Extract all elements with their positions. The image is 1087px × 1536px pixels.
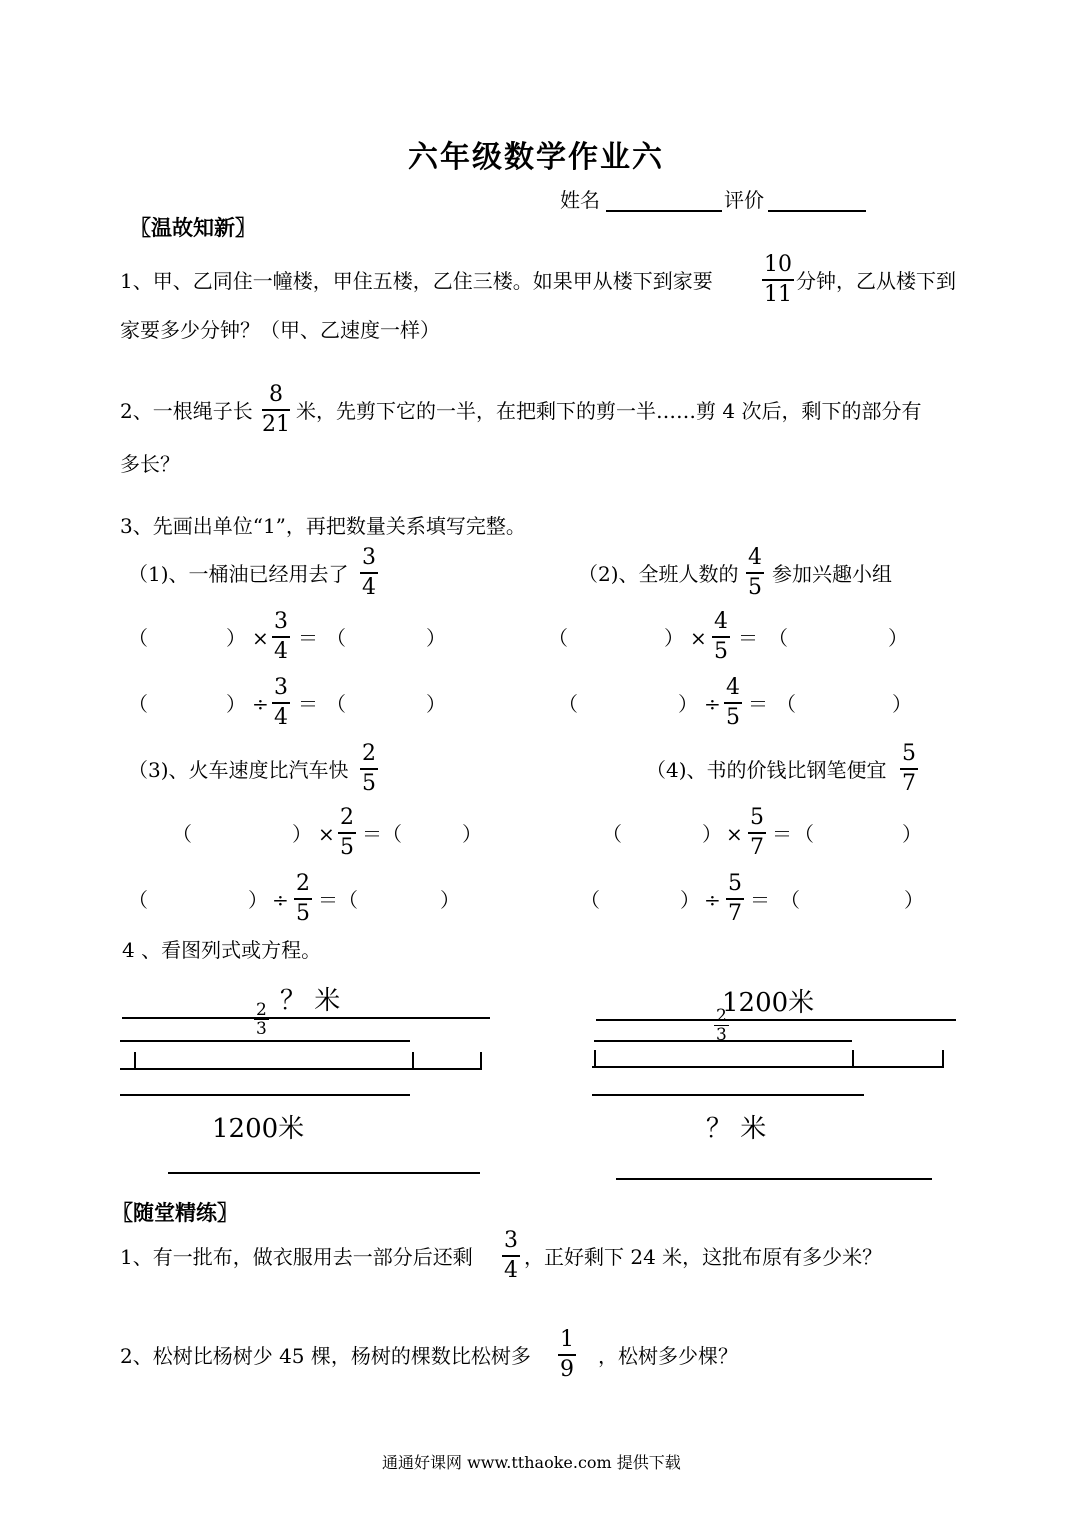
paren-close: ）	[888, 626, 908, 650]
fraction-bar	[746, 572, 764, 574]
equals-sign: ＝	[738, 626, 758, 650]
fraction-bar	[272, 702, 290, 704]
numerator: 4	[748, 545, 762, 570]
divide-sign: ÷	[252, 692, 269, 716]
q2-denominator: 21	[262, 412, 290, 437]
paren-close: ）	[678, 692, 698, 716]
q2-text-b: 米，先剪下它的一半，在把剩下的剪一半……剪 4 次后，剩下的部分有	[296, 399, 922, 423]
denominator: 5	[748, 575, 762, 600]
paren-open: （	[128, 692, 148, 716]
left-diagram-fraction	[254, 1002, 269, 1037]
name-label: 姓名	[560, 188, 600, 212]
equals-sign: ＝	[772, 822, 792, 846]
denominator: 5	[296, 901, 310, 926]
denominator: 4	[504, 1258, 518, 1283]
numerator: 3	[274, 675, 288, 700]
left-diagram-tick	[480, 1052, 482, 1068]
practice1-text-a: 1、有一批布，做衣服用去一部分后还剩	[120, 1245, 473, 1269]
numerator: 4	[714, 609, 728, 634]
paren-close: ）	[664, 626, 684, 650]
q3-r2-right-fraction	[724, 676, 742, 730]
q1-fraction	[762, 253, 794, 307]
denominator: 7	[750, 835, 764, 860]
numerator: 5	[902, 741, 916, 766]
left-diagram-brace-line	[120, 1040, 410, 1042]
fraction-bar	[558, 1354, 576, 1356]
numerator: 2	[362, 741, 376, 766]
practice1-text-b: ，正好剩下 24 米，这批布原有多少米？	[524, 1245, 883, 1269]
fraction-bar	[726, 898, 744, 900]
q3-r4-right-fraction	[726, 872, 744, 926]
paren-open: （	[558, 692, 578, 716]
practice2-fraction	[558, 1328, 576, 1382]
fraction-bar	[900, 768, 918, 770]
paren-open: （	[172, 822, 192, 846]
denominator: 5	[340, 835, 354, 860]
q3-r3-left-fraction	[338, 806, 356, 860]
fraction-bar	[762, 279, 794, 281]
paren-open: （	[780, 888, 800, 912]
paren-open: （	[128, 626, 148, 650]
q1-text-c: 家要多少分钟？（甲、乙速度一样）	[120, 318, 440, 342]
q1-numerator: 10	[764, 252, 792, 277]
paren-open: （	[382, 822, 402, 846]
paren-close: ）	[440, 888, 460, 912]
paren-close: ）	[902, 822, 922, 846]
paren-close: ）	[892, 692, 912, 716]
denominator: 4	[274, 639, 288, 664]
eval-label: 评价	[724, 188, 764, 212]
numerator: 3	[362, 545, 376, 570]
paren-open: （	[794, 822, 814, 846]
right-diagram-tick	[942, 1050, 944, 1066]
equals-sign: ＝	[750, 888, 770, 912]
q3-r4-left-fraction	[294, 872, 312, 926]
right-diagram-segment	[592, 1066, 944, 1068]
numerator: 2	[296, 871, 310, 896]
numerator: 5	[750, 805, 764, 830]
denominator: 5	[714, 639, 728, 664]
eval-blank[interactable]	[768, 210, 866, 212]
q3-p3-label: （3)、火车速度比汽车快	[128, 758, 349, 782]
q2-numerator: 8	[269, 382, 283, 407]
times-sign: ×	[318, 822, 335, 846]
right-diagram-bottom-brace	[592, 1094, 864, 1096]
paren-close: ）	[226, 692, 246, 716]
right-diagram-fraction	[714, 1008, 729, 1043]
q3-intro: 3、先画出单位“1”，再把数量关系填写完整。	[120, 514, 526, 538]
fraction-bar	[360, 768, 378, 770]
q2-text-c: 多长？	[120, 452, 180, 476]
left-diagram-top-label: ？ 米	[280, 986, 341, 1016]
footer-credit: 通通好课网 www.tthaoke.com 提供下载	[382, 1453, 681, 1472]
paren-close: ）	[462, 822, 482, 846]
left-diagram-top-line	[122, 1017, 490, 1019]
denominator: 7	[902, 771, 916, 796]
numerator: 3	[504, 1228, 518, 1253]
q3-p2-tail: 参加兴趣小组	[772, 562, 892, 586]
paren-open: （	[602, 822, 622, 846]
q3-p1-label: （1)、一桶油已经用去了	[128, 562, 349, 586]
equals-sign: ＝	[298, 692, 318, 716]
paren-close: ）	[248, 888, 268, 912]
q2-text-a: 2、一根绳子长	[120, 399, 253, 423]
times-sign: ×	[252, 626, 269, 650]
fraction-bar	[748, 832, 766, 834]
section-review-header: 〖温故知新〗	[130, 215, 256, 240]
divide-sign: ÷	[704, 888, 721, 912]
q3-r1-right-fraction	[712, 610, 730, 664]
left-diagram-tick	[134, 1052, 136, 1068]
fraction-bar	[360, 572, 378, 574]
fraction-bar	[724, 702, 742, 704]
numerator: 4	[726, 675, 740, 700]
q4-intro: 4 、看图列式或方程。	[122, 938, 322, 962]
paren-open: （	[326, 692, 346, 716]
right-diagram-tick	[852, 1050, 854, 1066]
paren-close: ）	[426, 692, 446, 716]
fraction-bar	[502, 1255, 520, 1257]
fraction-bar	[262, 409, 290, 411]
paren-close: ）	[426, 626, 446, 650]
numerator: 5	[728, 871, 742, 896]
q3-p1-fraction	[360, 546, 378, 600]
right-answer-line[interactable]	[616, 1178, 932, 1180]
left-diagram-segment	[120, 1068, 482, 1070]
denominator: 7	[728, 901, 742, 926]
paren-close: ）	[292, 822, 312, 846]
divide-sign: ÷	[272, 888, 289, 912]
denominator: 5	[362, 771, 376, 796]
times-sign: ×	[726, 822, 743, 846]
practice2-text-b: ，松树多少棵？	[598, 1344, 738, 1368]
denominator: 4	[362, 575, 376, 600]
numerator: 2	[340, 805, 354, 830]
equals-sign: ＝	[362, 822, 382, 846]
paren-open: （	[128, 888, 148, 912]
left-diagram-bottom-label: 1200米	[212, 1114, 305, 1144]
left-diagram-tick	[412, 1052, 414, 1068]
paren-close: ）	[702, 822, 722, 846]
q2-fraction	[262, 383, 290, 437]
paren-open: （	[776, 692, 796, 716]
q3-p2-fraction	[746, 546, 764, 600]
paren-open: （	[580, 888, 600, 912]
fraction-bar	[712, 636, 730, 638]
paren-close: ）	[680, 888, 700, 912]
left-diagram-bottom-brace	[120, 1094, 410, 1096]
equals-sign: ＝	[318, 888, 338, 912]
numerator: 3	[274, 609, 288, 634]
q3-p2-label: （2)、全班人数的	[578, 562, 739, 586]
left-answer-line[interactable]	[168, 1172, 480, 1174]
paren-open: （	[326, 626, 346, 650]
q3-r2-left-fraction	[272, 676, 290, 730]
paren-open: （	[338, 888, 358, 912]
denominator: 9	[560, 1357, 574, 1382]
right-diagram-bottom-label: ？ 米	[706, 1114, 767, 1144]
denominator: 3	[256, 1019, 267, 1039]
q1-text-a: 1、甲、乙同住一幢楼，甲住五楼，乙住三楼。如果甲从楼下到家要	[120, 269, 713, 293]
paren-close: ）	[226, 626, 246, 650]
q3-r3-right-fraction	[748, 806, 766, 860]
name-blank[interactable]	[606, 210, 722, 212]
paren-open: （	[548, 626, 568, 650]
q3-p3-fraction	[360, 742, 378, 796]
fraction-bar	[272, 636, 290, 638]
numerator: 2	[716, 1006, 727, 1026]
times-sign: ×	[690, 626, 707, 650]
denominator: 3	[716, 1025, 727, 1045]
q1-denominator: 11	[764, 282, 792, 307]
page-title: 六年级数学作业六	[408, 140, 664, 175]
denominator: 5	[726, 705, 740, 730]
right-diagram-top-line	[596, 1019, 956, 1021]
practice1-fraction	[502, 1229, 520, 1283]
equals-sign: ＝	[748, 692, 768, 716]
practice2-text-a: 2、松树比杨树少 45 棵，杨树的棵数比松树多	[120, 1344, 531, 1368]
section-practice-header: 〖随堂精练〗	[112, 1200, 238, 1225]
paren-open: （	[768, 626, 788, 650]
right-diagram-tick	[594, 1050, 596, 1066]
fraction-bar	[338, 832, 356, 834]
q3-r1-left-fraction	[272, 610, 290, 664]
fraction-bar	[294, 898, 312, 900]
divide-sign: ÷	[704, 692, 721, 716]
right-diagram-brace-line	[594, 1040, 852, 1042]
q3-p4-label: （4)、书的价钱比钢笔便宜	[646, 758, 887, 782]
equals-sign: ＝	[298, 626, 318, 650]
q3-p4-fraction	[900, 742, 918, 796]
numerator: 2	[256, 1000, 267, 1020]
paren-close: ）	[904, 888, 924, 912]
right-diagram-top-label: 1200米	[722, 988, 815, 1018]
denominator: 4	[274, 705, 288, 730]
numerator: 1	[560, 1327, 574, 1352]
q1-text-b: 分钟，乙从楼下到	[796, 269, 956, 293]
